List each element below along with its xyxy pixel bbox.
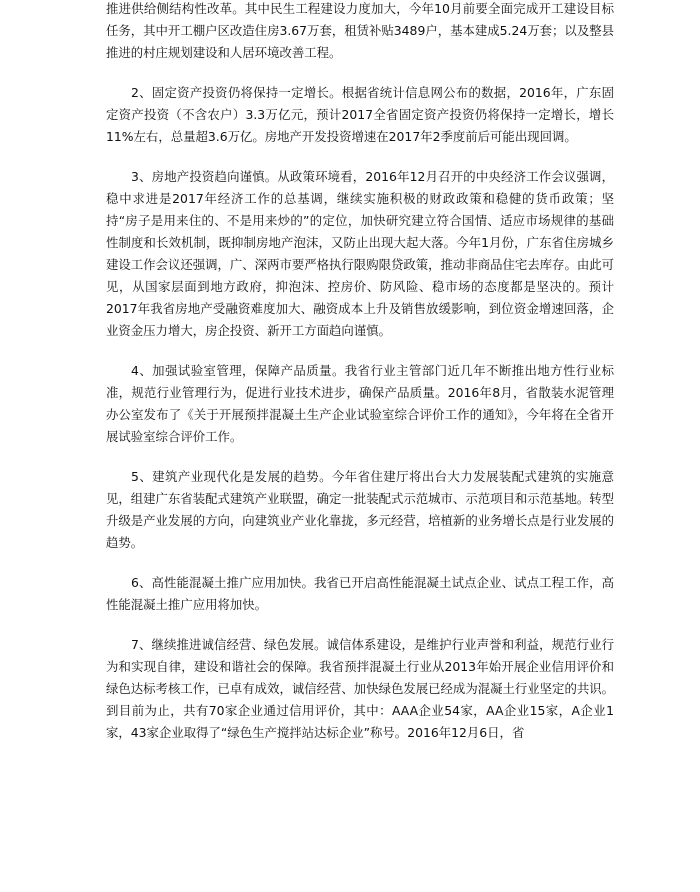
paragraph-4: 4、加强试验室管理，保障产品质量。我省行业主管部门近几年不断推出地方性行业标准，规范行业管理行为，促进行业技术进步，确保产品质量。2016年8月，省散装水泥管理办公室发布了《关于开展预拌混凝土生产企业试验室综合评价工作的通知》，今年将在全省开展试验室综合评价工作。 xyxy=(106,363,614,444)
paragraph-3: 3、房地产投资趋向谨慎。从政策环境看，2016年12月召开的中央经济工作会议强调，稳中求进是2017年经济工作的总基调，继续实施积极的财政政策和稳健的货币政策；坚持“房子是用来住的、不是用来炒的”的定位，加快研究建立符合国情、适应市场规律的基础性制度和长效机制，既抑制房地产泡沫，又防止出现大起大落。今年1月份，广东省住房城乡建设工作会议还强调，广、深两市要严格执行限购限贷政策，推动非商品住宅去库存。由此可见，从国家层面到地方政府，抑泡沫、控房价、防风险、稳市场的态度都是坚决的。预计2017年我省房地产受融资难度加大、融资成本上升及销售放缓影响，到位资金增速回落，企业资金压力增大，房企投资、新开工方面趋向谨慎。 xyxy=(106,169,615,338)
paragraph-spacer xyxy=(106,148,614,166)
paragraph-2: 2、固定资产投资仍将保持一定增长。根据省统计信息网公布的数据，2016年，广东固定资产投资（不含农户）3.3万亿元，预计2017全省固定资产投资仍将保持一定增长，增长11%左右，总量超3.6万亿。房地产开发投资增速在2017年2季度前后可能出现回调。 xyxy=(106,85,614,144)
paragraph-spacer xyxy=(106,64,614,82)
paragraph-7: 7、继续推进诚信经营、绿色发展。诚信体系建设，是维护行业声誉和利益，规范行业行为和实现自律，建设和谐社会的保障。我省预拌混凝土行业从2013年始开展企业信用评价和绿色达标考核工作，已卓有成效，诚信经营、加快绿色发展已经成为混凝土行业坚定的共识。到目前为止，共有70家企业通过信用评价，其中：AAA企业54家，AA企业15家，A企业1家，43家企业取得了“绿色生产搅拌站达标企业”称号。2016年12月6日，省 xyxy=(106,637,615,740)
paragraph-spacer xyxy=(106,448,614,466)
paragraph-5: 5、建筑产业现代化是发展的趋势。今年省住建厅将出台大力发展装配式建筑的实施意见，组建广东省装配式建筑产业联盟，确定一批装配式示范城市、示范项目和示范基地。转型升级是产业发展的方向，向建筑业产业化靠拢，多元经营，培植新的业务增长点是行业发展的趋势。 xyxy=(106,469,615,550)
paragraph-spacer xyxy=(106,616,614,634)
paragraph-spacer xyxy=(106,554,614,572)
paragraph-6: 6、高性能混凝土推广应用加快。我省已开启高性能混凝土试点企业、试点工程工作，高性能混凝土推广应用将加快。 xyxy=(106,575,614,612)
paragraph-1: 推进供给侧结构性改革。其中民生工程建设力度加大，今年10月前要全面完成开工建设目标任务，其中开工棚户区改造住房3.67万套，租赁补贴3489户，基本建成5.24万套；以及整县推进的村庄规划建设和人居环境改善工程。 xyxy=(106,1,614,60)
paragraph-spacer xyxy=(106,342,614,360)
